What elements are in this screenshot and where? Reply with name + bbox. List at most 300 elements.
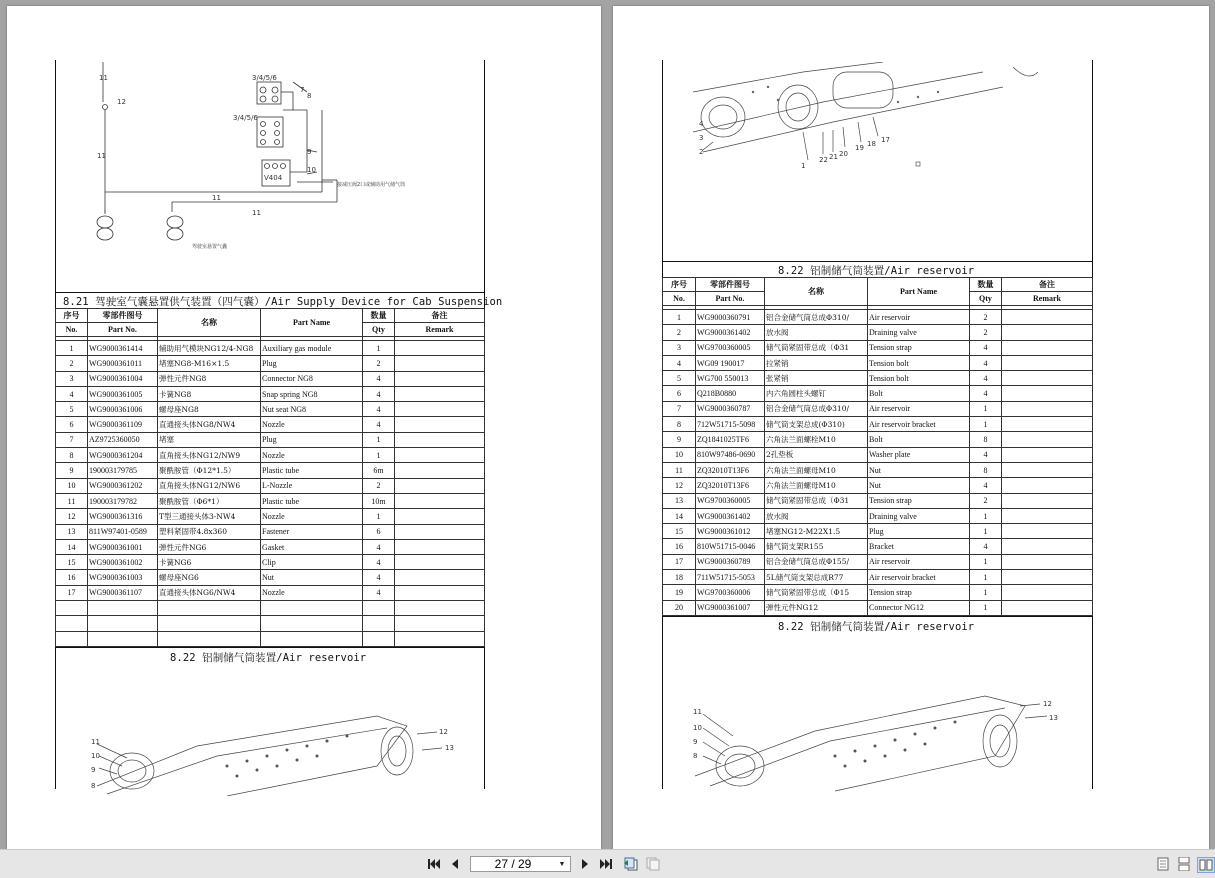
header-cell: 零部件图号: [696, 278, 765, 292]
facing-pages-view-button[interactable]: [1197, 857, 1215, 873]
diagram-label: 3/4/5/6: [252, 74, 277, 82]
table-cell: 直通接头体NG8/NW4: [158, 417, 261, 432]
table-cell: 10: [663, 447, 696, 462]
table-row: [663, 417, 1093, 432]
drawing-label: 3: [699, 134, 704, 142]
table-cell: Tension bolt: [868, 371, 970, 386]
table-cell: 17: [663, 554, 696, 569]
first-page-button[interactable]: [426, 857, 442, 871]
header-cell: 数量: [970, 278, 1002, 292]
table-cell: 堵塞: [158, 432, 261, 447]
table-cell: 5: [663, 371, 696, 386]
divider: [55, 647, 484, 648]
diagram-label: 7: [300, 86, 305, 94]
table-cell: Tension strap: [868, 493, 970, 508]
table-cell: 4: [363, 371, 395, 386]
divider: [662, 261, 1092, 262]
table-cell: [395, 341, 485, 356]
table-cell: 六角法兰面螺母M10: [765, 462, 868, 477]
table-row: [663, 401, 1093, 416]
table-cell: 内六角圆柱头螺钉: [765, 386, 868, 401]
diagram-label: 11: [252, 209, 261, 217]
table-cell: 螺母座NG6: [158, 570, 261, 585]
table-cell: 711W51715-5053: [696, 570, 765, 585]
table-cell: [1002, 340, 1093, 355]
table-cell: 14: [56, 539, 88, 554]
table-cell: WG9000360791: [696, 310, 765, 325]
table-cell: 10: [56, 478, 88, 493]
table-cell: 储气筒紧固带总成（Φ15: [765, 585, 868, 600]
table-row: [56, 371, 485, 386]
diagram-label: 3/4/5/6: [233, 114, 258, 122]
header-cell: Qty: [970, 292, 1002, 306]
table-row: [663, 493, 1093, 508]
table-cell: 1: [970, 600, 1002, 615]
table-cell: Auxiliary gas module: [261, 341, 363, 356]
table-row: [56, 448, 485, 463]
header-cell: 数量: [363, 309, 395, 323]
section-title: 8.21 驾驶室气囊悬置供气装置（四气囊）/Air Supply Device for Cab Suspension: [63, 296, 503, 308]
table-cell: [1002, 447, 1093, 462]
table-cell: Nut: [261, 570, 363, 585]
table-row: [56, 555, 485, 570]
drawing-label: 19: [855, 144, 864, 152]
table-cell: [395, 539, 485, 554]
air-reservoir-drawing: [685, 686, 1075, 796]
table-cell: Snap spring NG8: [261, 386, 363, 401]
table-cell: Nozzle: [261, 417, 363, 432]
table-cell: 6: [363, 524, 395, 539]
table-cell: Washer plate: [868, 447, 970, 462]
diagram-label: 9: [307, 148, 312, 156]
table-cell: 810W51715-0046: [696, 539, 765, 554]
document-page-right: [613, 6, 1209, 849]
table-cell: Tension bolt: [868, 355, 970, 370]
table-cell: 1: [970, 585, 1002, 600]
table-cell: 1: [970, 570, 1002, 585]
table-cell: 六角法兰面螺栓M10: [765, 432, 868, 447]
table-cell: [395, 524, 485, 539]
table-cell: [1002, 325, 1093, 340]
table-cell: L-Nozzle: [261, 478, 363, 493]
next-page-icon: [580, 858, 590, 870]
table-cell: Nozzle: [261, 509, 363, 524]
table-cell: 直角接头体NG12/NW6: [158, 478, 261, 493]
table-row: [663, 478, 1093, 493]
table-cell: 9: [663, 432, 696, 447]
table-cell: Air reservoir: [868, 401, 970, 416]
table-cell: 810W97486-0690: [696, 447, 765, 462]
table-cell: WG9000361003: [88, 570, 158, 585]
table-cell: WG9700360005: [696, 493, 765, 508]
table-cell: 8: [970, 432, 1002, 447]
table-cell: WG9000361001: [88, 539, 158, 554]
table-cell: 8: [970, 462, 1002, 477]
table-cell: Q218B0880: [696, 386, 765, 401]
table-cell: 铝合金储气筒总成Φ155/: [765, 554, 868, 569]
view-forward-button[interactable]: [645, 857, 661, 871]
table-cell: 11: [56, 493, 88, 508]
table-cell: [395, 448, 485, 463]
table-cell: WG9000361004: [88, 371, 158, 386]
table-cell: [395, 417, 485, 432]
drawing-label: 17: [881, 136, 890, 144]
table-cell: WG700 550013: [696, 371, 765, 386]
table-row: [56, 585, 485, 600]
table-cell: 5L储气筒支架总成R77: [765, 570, 868, 585]
drawing-label: 9: [693, 738, 698, 746]
prev-page-icon: [450, 858, 460, 870]
table-cell: WG9000361316: [88, 509, 158, 524]
table-cell: WG9000361005: [88, 386, 158, 401]
table-cell: 弹性元件NG8: [158, 371, 261, 386]
table-cell: 2: [663, 325, 696, 340]
drawing-label: 10: [91, 752, 100, 760]
table-row: [56, 386, 485, 401]
table-cell: [395, 432, 485, 447]
table-row: [56, 524, 485, 539]
table-cell: 15: [56, 555, 88, 570]
table-row: [56, 493, 485, 508]
table-header-row: [663, 278, 1093, 292]
continuous-view-icon: [1178, 857, 1190, 871]
diagram-label: V404: [264, 174, 283, 182]
table-cell: 储气筒支架总成(Φ310): [765, 417, 868, 432]
table-cell: 4: [363, 386, 395, 401]
table-cell: 4: [363, 570, 395, 585]
table-cell: [395, 478, 485, 493]
table-cell: [1002, 554, 1093, 569]
table-cell: [1002, 355, 1093, 370]
drawing-label: 13: [445, 744, 454, 752]
table-cell: 4: [970, 355, 1002, 370]
table-cell: 4: [663, 355, 696, 370]
table-cell: 19: [663, 585, 696, 600]
drawing-label: 18: [867, 140, 876, 148]
table-cell: 2: [970, 310, 1002, 325]
table-cell: 铝合金储气筒总成Φ310/: [765, 310, 868, 325]
table-cell: [1002, 585, 1093, 600]
table-cell: Bolt: [868, 386, 970, 401]
diagram-note: 接减压阀2口或辅助用气储气筒: [337, 182, 406, 188]
header-cell: 备注: [1002, 278, 1093, 292]
table-cell: [1002, 600, 1093, 615]
table-cell: 1: [970, 554, 1002, 569]
table-cell: 堵塞NG8-M16×1.5: [158, 356, 261, 371]
table-cell: Connector NG12: [868, 600, 970, 615]
table-cell: WG9000360789: [696, 554, 765, 569]
table-cell: 卡簧NG8: [158, 386, 261, 401]
table-cell: [395, 585, 485, 600]
table-cell: 12: [663, 478, 696, 493]
table-cell: 聚酰胺管（Φ12*1.5）: [158, 463, 261, 478]
header-cell: No.: [56, 323, 88, 337]
table-cell: 190003179782: [88, 493, 158, 508]
table-cell: 4: [970, 447, 1002, 462]
table-cell: 13: [663, 493, 696, 508]
table-cell: Plastic tube: [261, 463, 363, 478]
table-cell: 2: [970, 493, 1002, 508]
table-row: [56, 432, 485, 447]
table-cell: Nut seat NG8: [261, 402, 363, 417]
table-row: [663, 554, 1093, 569]
table-cell: 4: [363, 555, 395, 570]
drawing-label: 11: [91, 738, 100, 746]
chevron-down-icon[interactable]: ▼: [558, 860, 566, 868]
table-cell: [395, 509, 485, 524]
table-row: [663, 524, 1093, 539]
table-cell: [1002, 401, 1093, 416]
table-cell: Plug: [261, 356, 363, 371]
table-cell: 2: [56, 356, 88, 371]
table-cell: 1: [56, 341, 88, 356]
table-cell: [1002, 310, 1093, 325]
table-cell: 190003179785: [88, 463, 158, 478]
table-cell: 直角接头体NG12/NW9: [158, 448, 261, 463]
table-cell: WG9000361002: [88, 555, 158, 570]
table-cell: 5: [56, 402, 88, 417]
table-cell: [395, 371, 485, 386]
view-back-button[interactable]: [623, 857, 639, 871]
table-cell: 4: [970, 478, 1002, 493]
table-cell: 14: [663, 508, 696, 523]
table-row: [663, 570, 1093, 585]
table-cell: 1: [663, 310, 696, 325]
table-cell: WG9000361107: [88, 585, 158, 600]
table-cell: 4: [970, 386, 1002, 401]
table-cell: 辅助用气模块NG12/4-NG8: [158, 341, 261, 356]
air-reservoir-drawing: [683, 62, 1083, 172]
table-cell: 直通接头体NG6/NW4: [158, 585, 261, 600]
table-cell: WG9000361402: [696, 508, 765, 523]
table-cell: Air reservoir: [868, 310, 970, 325]
table-cell: Gasket: [261, 539, 363, 554]
table-row: [56, 341, 485, 356]
document-page-left: [7, 6, 601, 849]
diagram-label: 8: [307, 92, 312, 100]
table-cell: Air reservoir: [868, 554, 970, 569]
table-row: [663, 600, 1093, 615]
prev-page-button[interactable]: [447, 857, 463, 871]
drawing-label: 13: [1049, 714, 1058, 722]
table-row: [663, 340, 1093, 355]
table-cell: 7: [663, 401, 696, 416]
table-cell: 1: [363, 341, 395, 356]
table-cell: 聚酰胺管（Φ6*1）: [158, 493, 261, 508]
table-cell: Nozzle: [261, 448, 363, 463]
header-cell: 名称: [765, 278, 868, 306]
table-row: [663, 447, 1093, 462]
table-cell: ZQ1841025TF6: [696, 432, 765, 447]
table-cell: Fastener: [261, 524, 363, 539]
table-cell: Nut: [868, 478, 970, 493]
viewer-toolbar: [0, 849, 1215, 878]
table-cell: 20: [663, 600, 696, 615]
table-header-row: [56, 309, 485, 323]
table-cell: 放水阀: [765, 325, 868, 340]
table-cell: AZ9725360050: [88, 432, 158, 447]
table-cell: [395, 386, 485, 401]
table-cell: Bracket: [868, 539, 970, 554]
last-page-button[interactable]: [598, 857, 614, 871]
table-cell: 4: [363, 539, 395, 554]
table-cell: 1: [970, 417, 1002, 432]
table-cell: 1: [970, 508, 1002, 523]
table-cell: 17: [56, 585, 88, 600]
page-number-field[interactable]: [470, 856, 571, 872]
diagram-label: 12: [117, 98, 126, 106]
table-cell: [1002, 524, 1093, 539]
table-cell: 8: [663, 417, 696, 432]
table-cell: [395, 356, 485, 371]
header-cell: Remark: [395, 323, 485, 337]
table-cell: 2: [363, 356, 395, 371]
table-cell: 18: [663, 570, 696, 585]
drawing-label: 8: [693, 752, 698, 760]
table-row: [56, 478, 485, 493]
header-cell: 序号: [56, 309, 88, 323]
table-cell: [1002, 371, 1093, 386]
drawing-label: 20: [839, 150, 848, 158]
table-row: [56, 570, 485, 585]
table-cell: 螺母座NG8: [158, 402, 261, 417]
section-title: 8.22 铝制储气筒装置/Air reservoir: [170, 652, 367, 664]
table-cell: 放水阀: [765, 508, 868, 523]
table-cell: Clip: [261, 555, 363, 570]
header-cell: Qty: [363, 323, 395, 337]
table-row: [663, 508, 1093, 523]
drawing-label: 12: [1043, 700, 1052, 708]
diagram-label: 11: [212, 194, 221, 202]
table-cell: 2: [363, 478, 395, 493]
table-cell: [395, 555, 485, 570]
table-cell: WG9000361204: [88, 448, 158, 463]
table-cell: 16: [56, 570, 88, 585]
table-row: [56, 509, 485, 524]
table-cell: 6m: [363, 463, 395, 478]
parts-table: [55, 308, 485, 647]
table-cell: Plug: [868, 524, 970, 539]
table-cell: 15: [663, 524, 696, 539]
table-cell: [395, 493, 485, 508]
table-cell: 1: [363, 432, 395, 447]
table-row: [663, 386, 1093, 401]
header-cell: Remark: [1002, 292, 1093, 306]
drawing-label: 9: [91, 766, 96, 774]
table-cell: [1002, 432, 1093, 447]
section-title: 8.22 铝制储气筒装置/Air reservoir: [778, 265, 975, 277]
table-cell: [1002, 508, 1093, 523]
drawing-label: 1: [801, 162, 806, 170]
table-cell: 811W97401-0589: [88, 524, 158, 539]
table-row: [663, 432, 1093, 447]
table-cell: 储气筒紧固带总成（Φ31: [765, 340, 868, 355]
header-cell: Part No.: [88, 323, 158, 337]
table-cell: 7: [56, 432, 88, 447]
header-cell: 备注: [395, 309, 485, 323]
page-number-input[interactable]: [471, 857, 555, 871]
drawing-label: 4: [699, 120, 704, 128]
parts-table: [662, 277, 1093, 616]
table-row: [663, 325, 1093, 340]
table-cell: 张紧销: [765, 371, 868, 386]
table-cell: WG9000361006: [88, 402, 158, 417]
single-page-view-button[interactable]: [1155, 857, 1171, 871]
table-cell: 6: [663, 386, 696, 401]
table-cell: 1: [970, 524, 1002, 539]
view-back-icon: [623, 857, 639, 871]
air-reservoir-drawing: [77, 706, 467, 796]
table-cell: T型三通接头体3-NW4: [158, 509, 261, 524]
table-cell: ZQ32010T13F6: [696, 478, 765, 493]
table-row-empty: [56, 616, 485, 631]
table-cell: 11: [663, 462, 696, 477]
table-cell: [395, 402, 485, 417]
table-row: [56, 539, 485, 554]
diagram-label: 11: [99, 74, 108, 82]
table-cell: 2孔垫板: [765, 447, 868, 462]
table-cell: 拉紧销: [765, 355, 868, 370]
table-cell: Air reservoir bracket: [868, 417, 970, 432]
table-cell: WG9000361109: [88, 417, 158, 432]
diagram-label: 10: [307, 166, 316, 174]
table-row: [663, 310, 1093, 325]
header-cell: No.: [663, 292, 696, 306]
next-page-button[interactable]: [577, 857, 593, 871]
table-cell: WG9000361011: [88, 356, 158, 371]
table-cell: 2: [970, 325, 1002, 340]
table-cell: Plug: [261, 432, 363, 447]
table-cell: 1: [363, 509, 395, 524]
table-cell: 6: [56, 417, 88, 432]
table-cell: 12: [56, 509, 88, 524]
table-cell: Tension strap: [868, 585, 970, 600]
table-cell: ZQ32010T13F6: [696, 462, 765, 477]
table-cell: Draining valve: [868, 325, 970, 340]
table-cell: 储气筒紧固带总成（Φ31: [765, 493, 868, 508]
single-page-view-icon: [1157, 857, 1169, 871]
table-cell: 卡簧NG6: [158, 555, 261, 570]
table-row-empty: [56, 631, 485, 646]
table-cell: 10m: [363, 493, 395, 508]
header-cell: 零部件图号: [88, 309, 158, 323]
last-page-icon: [599, 858, 613, 870]
table-cell: [1002, 570, 1093, 585]
drawing-label: 8: [91, 782, 96, 790]
continuous-view-button[interactable]: [1176, 857, 1192, 871]
table-cell: 16: [663, 539, 696, 554]
drawing-label: 21: [829, 153, 838, 161]
table-cell: [395, 463, 485, 478]
view-forward-icon: [645, 857, 661, 871]
table-cell: 六角法兰面螺母M10: [765, 478, 868, 493]
table-row-empty: [56, 601, 485, 616]
diagram-note: 驾驶室悬置气囊: [192, 244, 228, 250]
header-cell: Part Name: [261, 309, 363, 337]
table-cell: Plastic tube: [261, 493, 363, 508]
table-cell: 3: [56, 371, 88, 386]
table-cell: 9: [56, 463, 88, 478]
drawing-label: 10: [693, 724, 702, 732]
table-cell: 712W51715-5098: [696, 417, 765, 432]
table-cell: WG9700360006: [696, 585, 765, 600]
table-cell: 4: [363, 417, 395, 432]
table-cell: 4: [363, 585, 395, 600]
table-cell: WG9000361414: [88, 341, 158, 356]
table-cell: 堵塞NG12-M22X1.5: [765, 524, 868, 539]
table-row: [663, 585, 1093, 600]
table-row: [56, 417, 485, 432]
